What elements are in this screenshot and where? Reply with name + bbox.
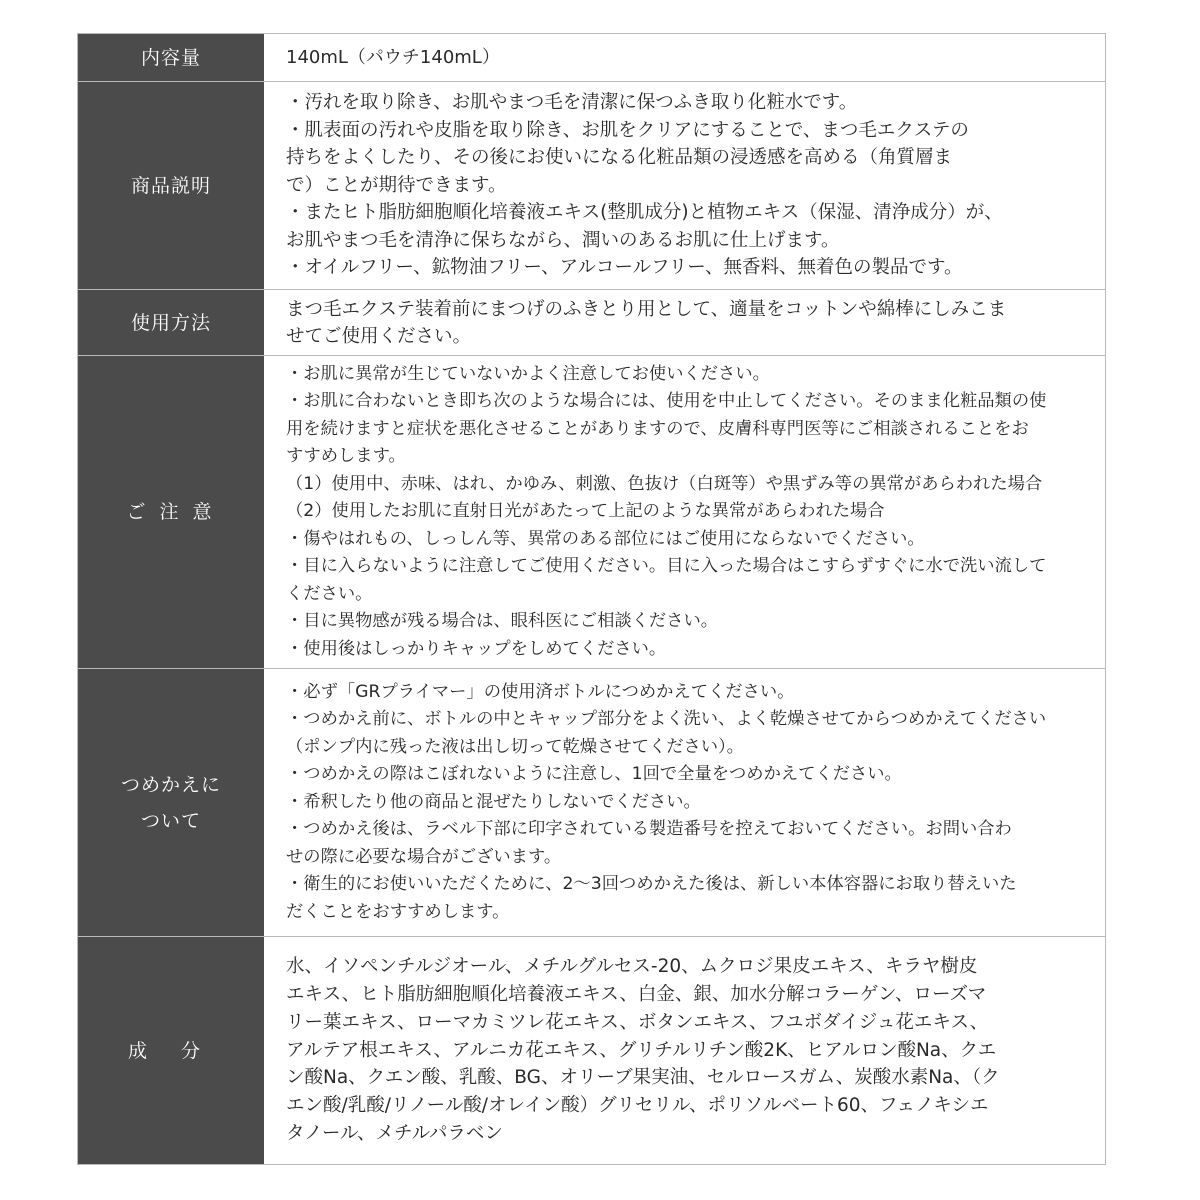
content-line: （2）使用したお肌に直射日光があたって上記のような異常があらわれた場合: [286, 501, 885, 522]
label-refill-line-2: ついて: [140, 809, 201, 832]
content-caution: [264, 356, 1105, 668]
content-line: ・傷やはれもの、しっしん等、異常のある部位にはご使用にならないでください。: [286, 528, 925, 549]
content-line: ン酸Na、クエン酸、乳酸、BG、オリーブ果実油、セルロースガム、炭酸水素Na、（ク: [286, 1067, 1000, 1089]
content-line: ください。: [286, 583, 373, 604]
content-line: ・目に異物感が残る場合は、眼科医にご相談ください。: [286, 611, 719, 632]
label-refill-line-1: つめかえに: [120, 773, 221, 796]
content-line: ・汚れを取り除き、お肌やまつ毛を清潔に保つふき取り化粧水です。: [286, 92, 858, 114]
label-refill: [78, 669, 264, 936]
content-line: まつ毛エクステ装着前にまつげのふきとり用として、適量をコットンや綿棒にしみこま: [286, 298, 1007, 320]
label-volume: 内容量: [78, 34, 264, 81]
content-line: お肌やまつ毛を清浄に保ちながら、潤いのあるお肌に仕上げます。: [286, 229, 840, 251]
content-line: せの際に必要な場合がございます。: [286, 846, 562, 867]
content-line: エキス、ヒト脂肪細胞順化培養液エキス、白金、銀、加水分解コラーゲン、ローズマ: [286, 984, 987, 1005]
row-caution: [78, 356, 1105, 669]
content-ingredients: [264, 937, 1105, 1164]
row-ingredients: [78, 937, 1105, 1164]
content-line: すすめします。: [286, 446, 406, 467]
content-line: で）ことが期待できます。: [286, 174, 507, 196]
product-spec-table: [77, 33, 1106, 1165]
content-line: せてご使用ください。: [286, 325, 472, 347]
row-usage: [78, 290, 1105, 356]
content-line: （ポンプ内に残った液は出し切って乾燥させてください）。: [286, 736, 744, 757]
content-line: ・つめかえ後は、ラベル下部に印字されている製造番号を控えておいてください。お問い合わ: [286, 819, 1012, 840]
content-line: 水、イソペンチルジオール、メチルグルセス-20、ムクロジ果皮エキス、キラヤ樹皮: [286, 956, 978, 978]
row-description: [78, 82, 1105, 290]
content-line: ・衛生的にお使いいただくために、2〜3回つめかえた後は、新しい本体容器にお取り替えいた: [286, 874, 1017, 895]
row-refill: [78, 669, 1105, 937]
content-line: ・必ず「GRプライマー」の使用済ボトルにつめかえてください。: [286, 681, 795, 702]
content-line: ・オイルフリー、鉱物油フリー、アルコールフリー、無香料、無着色の製品です。: [286, 257, 963, 279]
content-line: 用を続けますと症状を悪化させることがありますので、皮膚科専門医等にご相談されることをお: [286, 418, 1029, 439]
content-line: だくことをおすすめします。: [286, 901, 510, 922]
content-line: ・つめかえ前に、ボトルの中とキャップ部分をよく洗い、よく乾燥させてからつめかえてください: [286, 709, 1047, 730]
content-line: ・お肌に合わないとき即ち次のような場合には、使用を中止してください。そのまま化粧品類の使: [286, 391, 1047, 412]
content-line: アルテア根エキス、アルニカ花エキス、グリチルリチン酸2K、ヒアルロン酸Na、クエ: [286, 1039, 997, 1061]
content-refill: [264, 669, 1105, 936]
content-line: 140mL（パウチ140mL）: [286, 46, 500, 68]
label-usage: 使用方法: [78, 290, 264, 355]
content-usage: [264, 290, 1105, 355]
content-line: 持ちをよくしたり、その後にお使いになる化粧品類の浸透感を高める（角質層ま: [286, 147, 953, 169]
content-line: （1）使用中、赤味、はれ、かゆみ、刺激、色抜け（白斑等）や黒ずみ等の異常があらわれた場合: [286, 473, 1043, 494]
content-description: [264, 82, 1105, 289]
content-line: ・希釈したり他の商品と混ぜたりしないでください。: [286, 791, 701, 812]
label-ingredients: 成 分: [78, 937, 264, 1164]
content-line: ・またヒト脂肪細胞順化培養液エキス(整肌成分)と植物エキス（保湿、清浄成分）が、: [286, 202, 1003, 224]
content-line: ・使用後はしっかりキャップをしめてください。: [286, 638, 667, 659]
row-volume: [78, 34, 1105, 82]
content-volume: [264, 34, 1105, 81]
content-line: エン酸/乳酸/リノール酸/オレイン酸）グリセリル、ポリソルベート60、フェノキシエ: [286, 1095, 989, 1117]
content-line: ・つめかえの際はこぼれないように注意し、1回で全量をつめかえてください。: [286, 764, 902, 785]
label-description: 商品説明: [78, 82, 264, 289]
label-caution: ご 注 意: [78, 356, 264, 668]
content-line: タノール、メチルパラベン: [286, 1122, 503, 1144]
content-line: ・肌表面の汚れや皮脂を取り除き、お肌をクリアにすることで、まつ毛エクステの: [286, 119, 969, 141]
content-line: リー葉エキス、ローマカミツレ花エキス、ボタンエキス、フユボダイジュ花エキス、: [286, 1011, 989, 1033]
content-line: ・目に入らないように注意してご使用ください。目に入った場合はこすらずすぐに水で洗い流して: [286, 556, 1047, 577]
content-line: ・お肌に異常が生じていないかよく注意してお使いください。: [286, 363, 770, 384]
